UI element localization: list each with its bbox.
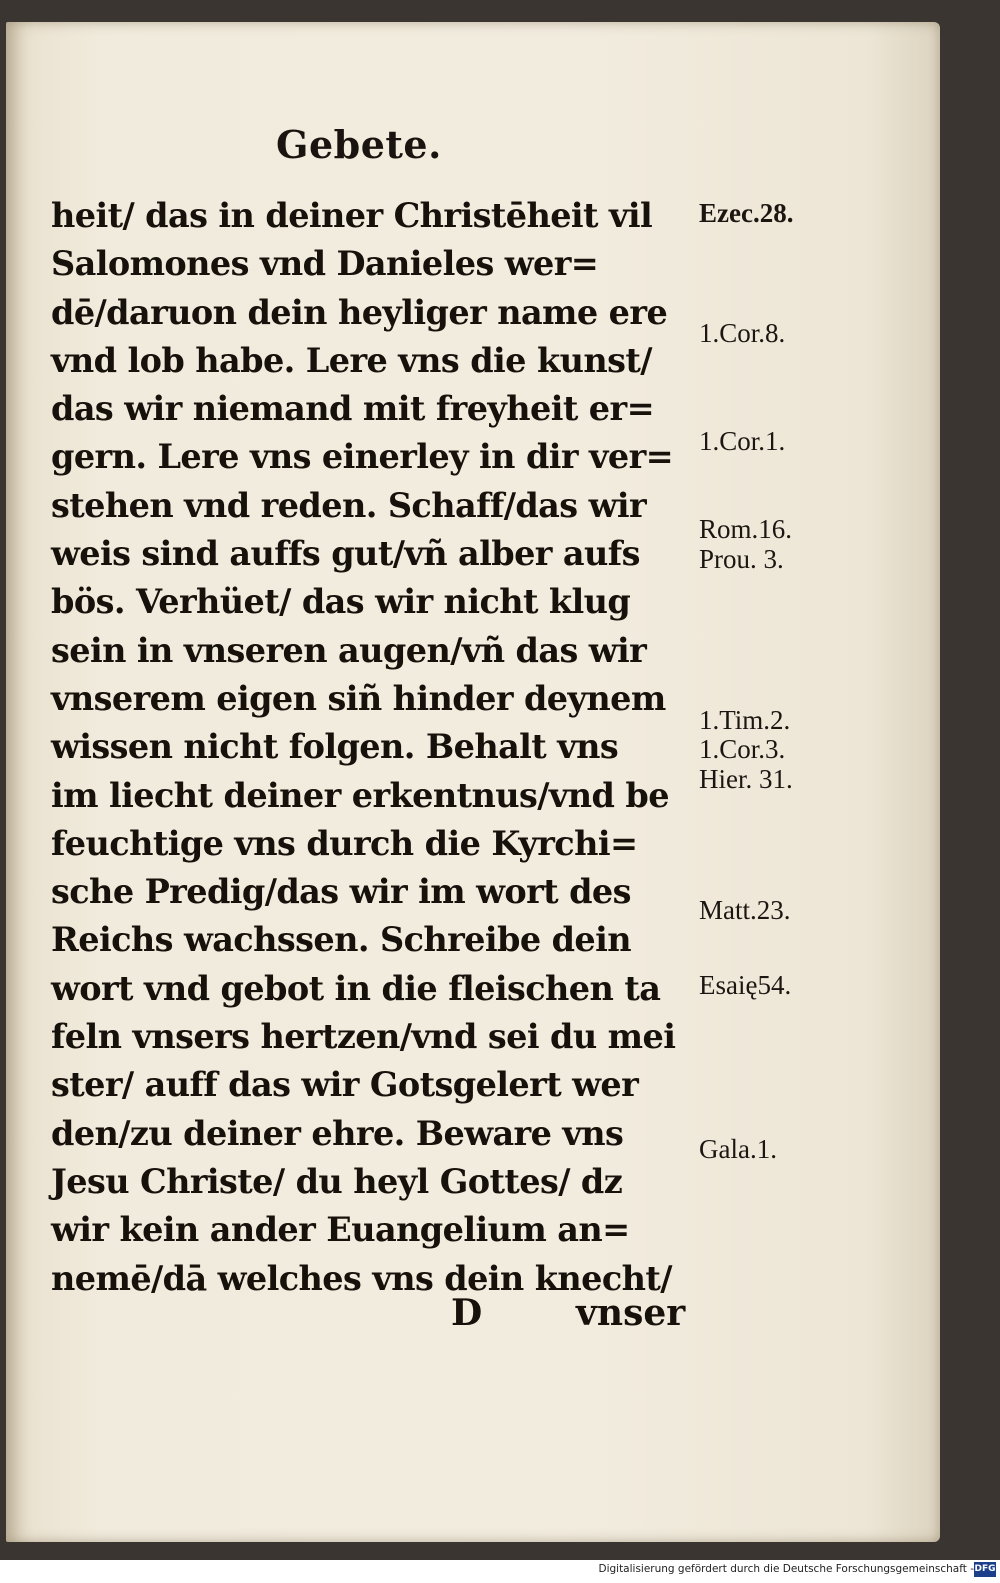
marginal-note: Gala.1. (699, 1134, 777, 1164)
text-line: dē/daruon dein heyliger name ere (51, 292, 668, 332)
body-text (51, 192, 701, 1303)
marginal-note: 1.Cor.8. (699, 318, 786, 348)
text-line: bös. Verhüet/ das wir nicht klug (51, 582, 631, 622)
signature-mark: D (451, 1292, 483, 1334)
marginal-note: Matt.23. (699, 895, 791, 925)
marginal-note: Rom.16. (699, 514, 793, 544)
text-line: das wir niemand mit freyheit er= (51, 389, 655, 429)
text-line: im liecht deiner erkentnus/vnd be (51, 775, 669, 815)
text-line: gern. Lere vns einerley in dir ver= (51, 437, 674, 477)
marginal-note: 1.Cor.1. (699, 426, 786, 456)
running-head: Gebete. (276, 122, 442, 167)
text-line: wort vnd gebot in die fleischen ta (51, 968, 661, 1008)
digitization-credit: Digitalisierung gefördert durch die Deutsche Forschungsgemeinschaft - (598, 1563, 974, 1575)
text-line: stehen vnd reden. Schaff/das wir (51, 485, 647, 525)
text-line: feln vnsers hertzen/vnd sei du mei (51, 1017, 676, 1057)
catchword: vnser (576, 1292, 686, 1334)
marginal-note: Ezec.28. (699, 198, 794, 228)
marginal-note: Hier. 31. (699, 764, 793, 794)
text-line: vnserem eigen siñ hinder deynem (51, 678, 666, 718)
book-page (6, 22, 940, 1542)
dfg-logo: DFG (974, 1562, 996, 1577)
text-line: weis sind auffs gut/vñ alber aufs (51, 534, 640, 574)
text-line: Jesu Christe/ du heyl Gottes/ dz (51, 1161, 623, 1201)
text-line: heit/ das in deiner Christēheit vil (51, 196, 653, 235)
marginal-note: 1.Tim.2. (699, 705, 791, 735)
text-line: wissen nicht folgen. Behalt vns (51, 727, 619, 767)
text-line: sein in vnseren augen/vñ das wir (51, 630, 647, 670)
text-line: ster/ auff das wir Gotsgelert wer (51, 1065, 639, 1105)
text-line: Reichs wachssen. Schreibe dein (51, 920, 632, 960)
text-line: feuchtige vns durch die Kyrchi= (51, 823, 638, 863)
text-line: wir kein ander Euangelium an= (51, 1210, 630, 1250)
text-line: sche Predig/das wir im wort des (51, 872, 631, 912)
text-line: den/zu deiner ehre. Beware vns (51, 1113, 624, 1153)
marginal-note: Esaię54. (699, 970, 792, 1000)
marginal-note: 1.Cor.3. (699, 734, 786, 764)
text-line: Salomones vnd Danieles wer= (51, 244, 599, 284)
marginal-note: Prou. 3. (699, 544, 784, 574)
text-line: nemē/dā welches vns dein knecht/ (51, 1258, 672, 1298)
text-line: vnd lob habe. Lere vns die kunst/ (51, 340, 652, 380)
